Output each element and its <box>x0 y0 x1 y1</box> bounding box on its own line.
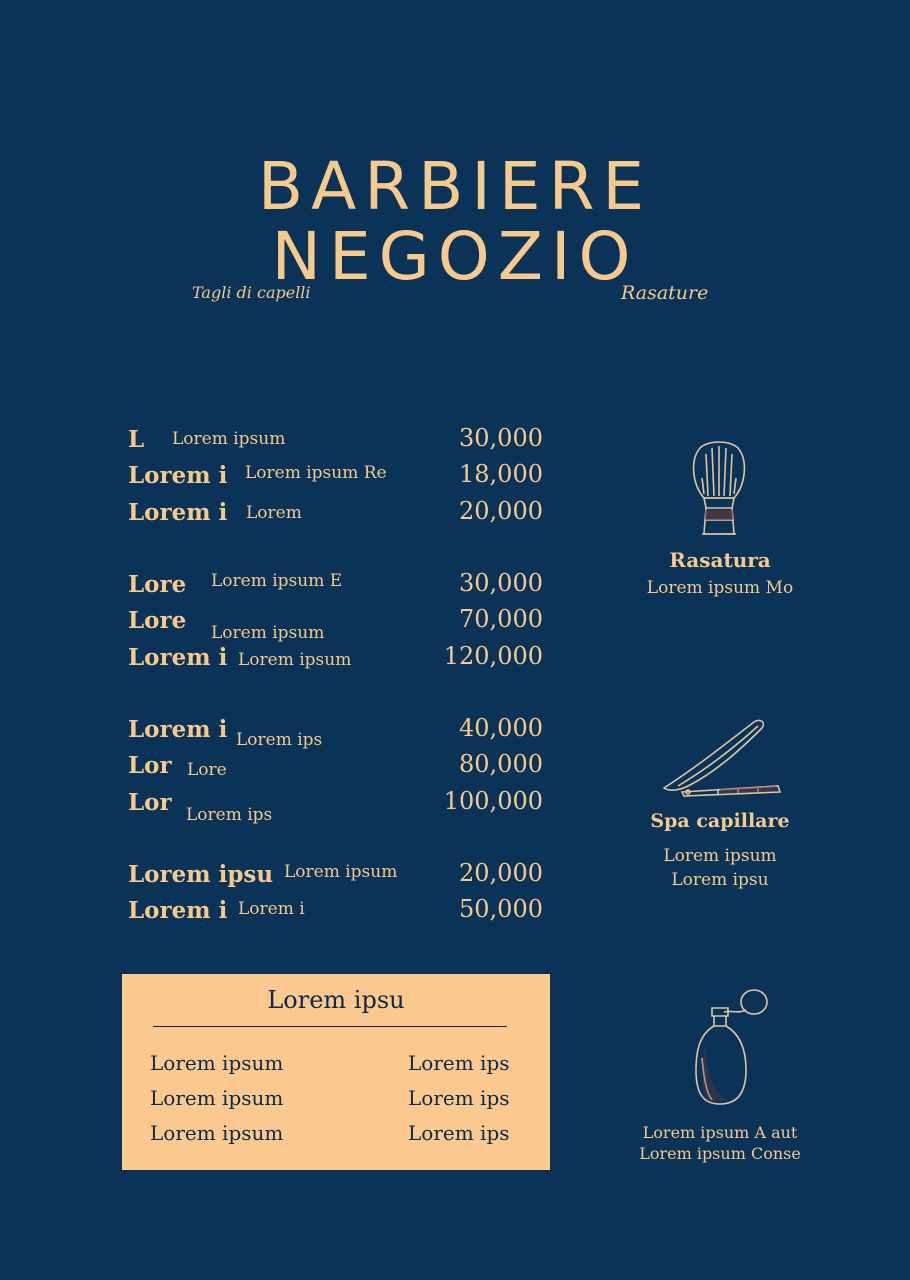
menu-item-price: 20,000 <box>459 859 543 887</box>
menu-item-desc: Lorem ipsum Re <box>245 463 387 483</box>
menu-row <box>128 605 543 643</box>
menu-item-name: Lorem i <box>128 897 228 924</box>
menu-row <box>128 569 543 603</box>
panel-title: Lorem ipsu <box>267 986 405 1014</box>
menu-item-name: Lorem i <box>128 716 228 743</box>
title-line-2: NEGOZIO <box>271 218 639 295</box>
menu-item-name: Lor <box>128 789 172 816</box>
menu-item-price: 18,000 <box>459 460 543 488</box>
menu-row <box>128 642 543 676</box>
menu-item-desc: Lorem <box>246 503 302 523</box>
panel-right-item: Lorem ips <box>408 1051 510 1075</box>
spa-title: Spa capillare <box>650 810 790 832</box>
menu-item-name: Lore <box>128 607 187 634</box>
menu-item-desc: Lorem ipsum <box>172 429 286 449</box>
menu-item-desc: Lorem i <box>238 899 305 919</box>
menu-row <box>128 460 543 494</box>
title-line-1: BARBIERE <box>257 148 653 225</box>
panel-right-item: Lorem ips <box>408 1086 510 1110</box>
menu-item-name: Lorem ipsu <box>128 861 274 888</box>
perfume-text-line-2: Lorem ipsum Conse <box>639 1144 801 1163</box>
menu-item-price: 50,000 <box>459 895 543 923</box>
subtitle-left: Tagli di capelli <box>192 283 311 302</box>
panel-left-item: Lorem ipsum <box>150 1121 284 1145</box>
panel-divider <box>153 1026 507 1027</box>
panel-left-item: Lorem ipsum <box>150 1051 284 1075</box>
menu-item-desc: Lorem ips <box>236 730 323 750</box>
menu-item-name: Lorem i <box>128 462 228 489</box>
menu-item-name: L <box>128 426 145 453</box>
perfume-text-line-1: Lorem ipsum A aut <box>642 1123 798 1142</box>
shave-text: Lorem ipsum Mo <box>646 578 794 598</box>
menu-item-price: 120,000 <box>443 642 543 670</box>
menu-item-name: Lore <box>128 571 187 598</box>
menu-item-price: 40,000 <box>459 714 543 742</box>
menu-item-price: 80,000 <box>459 750 543 778</box>
perfume-section <box>620 1123 820 1163</box>
menu-item-name: Lorem i <box>128 499 228 526</box>
menu-row <box>128 787 543 825</box>
menu-row <box>128 714 543 748</box>
menu-row <box>128 750 543 784</box>
shaving-brush-icon <box>684 438 754 540</box>
menu-item-price: 20,000 <box>459 497 543 525</box>
straight-razor-icon <box>658 716 784 798</box>
menu-item-desc: Lorem ipsum <box>211 623 325 643</box>
perfume-bottle-icon <box>690 988 774 1110</box>
menu-item-desc: Lorem ipsum <box>238 650 352 670</box>
spa-section <box>620 810 820 890</box>
menu-item-price: 70,000 <box>459 605 543 633</box>
subtitle-right: Rasature <box>621 282 709 304</box>
menu-row <box>128 895 543 929</box>
menu-item-name: Lor <box>128 752 172 779</box>
menu-item-price: 30,000 <box>459 424 543 452</box>
menu-item-desc: Lore <box>187 760 227 780</box>
menu-item-desc: Lorem ips <box>186 805 273 825</box>
info-panel <box>122 974 550 1170</box>
panel-right-item: Lorem ips <box>408 1121 510 1145</box>
menu-item-price: 100,000 <box>443 787 543 815</box>
menu-item-name: Lorem i <box>128 644 228 671</box>
menu-item-price: 30,000 <box>459 569 543 597</box>
spa-text-line-1: Lorem ipsum <box>663 846 777 866</box>
menu-item-desc: Lorem ipsum E <box>211 571 343 591</box>
panel-left-item: Lorem ipsum <box>150 1086 284 1110</box>
menu-row <box>128 424 543 458</box>
spa-text-line-2: Lorem ipsu <box>671 870 769 890</box>
menu-item-desc: Lorem ipsum <box>284 862 398 882</box>
menu-row <box>128 859 543 893</box>
menu-row <box>128 497 543 531</box>
shave-title: Rasatura <box>669 548 771 572</box>
shave-section <box>620 548 820 598</box>
